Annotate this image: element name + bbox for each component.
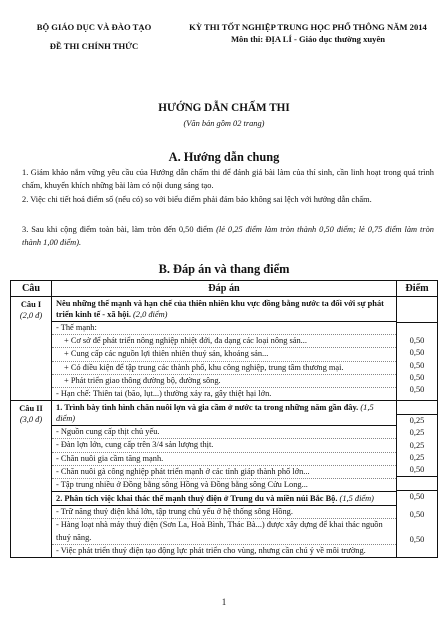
ministry-name: BỘ GIÁO DỤC VÀ ĐÀO TẠO [36, 22, 152, 32]
score-cell: 0,25 [409, 440, 425, 450]
question-1-row [11, 296, 437, 400]
question-2-part-2-points: (1,5 điểm) [339, 494, 374, 504]
exam-name: KỲ THI TỐT NGHIỆP TRUNG HỌC PHỔ THÔNG NĂM 2014 [189, 22, 427, 32]
question-2-row [11, 400, 437, 557]
list-item: + Cung cấp các nguồn lợi thiên nhiên thuỷ sản, khoáng sản... [52, 348, 396, 361]
score-cell: 0,50 [409, 336, 425, 346]
score-cell: 0,50 [409, 492, 425, 502]
question-2-scores [397, 401, 437, 557]
question-1-answers [52, 297, 397, 400]
exam-subject: Môn thi: ĐỊA LÍ - Giáo dục thường xuyên [230, 34, 386, 44]
section-a-heading: A. Hướng dẫn chung [168, 150, 280, 164]
col-answer-header: Đáp án [52, 281, 397, 296]
list-item: - Chăn nuôi gà công nghiệp phát triển mạnh ở các tỉnh giáp thành phố lớn... [52, 466, 396, 479]
question-2-answers [52, 401, 397, 557]
list-item: + Cơ sở để phát triển nông nghiệp nhiệt đới, đa dạng các loại nông sản... [52, 335, 396, 348]
score-spacer [397, 401, 437, 415]
question-2-part-1-points: (1,5 điểm) [56, 403, 374, 424]
score-cell: 0,50 [409, 372, 425, 382]
list-item: - Tập trung nhiều ở Đồng bằng sông Hồng và Đồng bằng sông Cửu Long... [52, 479, 396, 492]
col-question-header: Câu [11, 281, 52, 296]
guideline-3-rounding-note: (lẻ 0,25 điểm làm tròn thành 0,50 điểm; lẻ 0,75 điểm làm tròn thành 1,00 điểm). [22, 225, 434, 247]
col-score-header: Điểm [405, 283, 429, 294]
list-item: + Có điều kiện để tập trung các thành phố, khu công nghiệp, trung tâm thương mại. [52, 362, 396, 375]
score-spacer [397, 477, 437, 491]
page-number: 1 [221, 597, 227, 607]
question-2-part-2-heading [52, 492, 396, 506]
guideline-1: 1. Giám khảo nắm vững yêu cầu của Hướng dẫn chấm thi để đánh giá bài làm của thí sinh, cần linh hoạt trong quá trình chấm, khuyến khích những bài làm có nội dung sáng tạo. [22, 168, 434, 190]
score-cell: 0,50 [409, 510, 425, 520]
document-subtitle: (Văn bản gồm 02 trang) [183, 119, 265, 128]
question-1-scores [397, 297, 437, 400]
score-cell: 0,50 [409, 360, 425, 370]
list-item: - Thế mạnh: [52, 322, 396, 335]
guideline-2: 2. Việc chi tiết hoá điểm số (nếu có) so với biểu điểm phải đảm bảo không sai lệch với hướng dẫn chấm. [22, 195, 372, 204]
question-1-label [11, 297, 52, 400]
question-2-label [11, 401, 52, 557]
question-1-points: (2,0 đ) [19, 311, 43, 320]
list-item: - Nguồn cung cấp thịt chủ yếu. [52, 426, 396, 439]
score-cell: 0,25 [409, 416, 425, 426]
question-2-number: Câu II [19, 404, 43, 414]
score-cell: 0,50 [409, 348, 425, 358]
question-1-heading-points: (2,0 điểm) [133, 310, 168, 319]
score-cell: 0,50 [397, 464, 437, 477]
question-2-part-2-heading-text: 2. Phân tích việc khai thác thế mạnh thuỷ điện ở Trung du và miền núi Bắc Bộ. [56, 494, 338, 504]
answer-table [10, 280, 438, 558]
question-1-number: Câu I [20, 300, 42, 309]
list-item: - Đàn lợn lớn, cung cấp trên 3/4 sản lượng thịt. [52, 439, 396, 452]
question-1-heading-text: Nêu những thế mạnh và hạn chế của thiên nhiên khu vực đồng bằng nước ta đối với sự phát triển kinh tế - xã hội. [56, 299, 384, 319]
exam-block [176, 22, 440, 44]
list-item: - Chăn nuôi gia cầm tăng mạnh. [52, 453, 396, 466]
section-b-heading: B. Đáp án và thang điểm [158, 262, 290, 276]
question-1-heading [52, 297, 396, 322]
list-item: - Hàng loạt nhà máy thuỷ điện (Sơn La, Hoà Bình, Thác Bà...) được xây dựng để khai thác nguồn thuỷ năng. [52, 519, 396, 544]
score-spacer [397, 297, 437, 323]
guideline-3 [22, 224, 434, 249]
score-cell: 0,25 [409, 428, 425, 438]
guideline-3-text: 3. Sau khi cộng điểm toàn bài, làm tròn đến 0,50 điểm [22, 225, 217, 234]
list-item: - Việc phát triển thuỷ điện tạo động lực phát triển cho vùng, nhưng cần chú ý về môi trường. [56, 545, 366, 555]
question-2-part-1-heading [52, 401, 396, 426]
document-title: HƯỚNG DẪN CHẤM THI [158, 102, 290, 114]
score-cell: 0,25 [409, 452, 425, 462]
question-2-points: (3,0 đ) [19, 415, 43, 425]
list-item: - Trữ năng thuỷ điện khá lớn, tập trung chủ yếu ở hệ thống sông Hồng. [52, 506, 396, 519]
official-exam-label: ĐỀ THI CHÍNH THỨC [49, 41, 139, 51]
score-cell: 0,50 [409, 534, 425, 544]
question-2-part-1-heading-text: 1. Trình bày tình hình chăn nuôi lợn và gia cầm ở nước ta trong những năm gần đây. [56, 403, 359, 413]
list-item: - Hạn chế: Thiên tai (bão, lụt...) thường xảy ra, gây thiệt hại lớn. [56, 389, 272, 399]
table-header-row [11, 281, 437, 296]
score-cell [397, 323, 437, 335]
list-item: + Phát triển giao thông đường bộ, đường sông. [52, 375, 396, 388]
ministry-block [14, 22, 174, 51]
score-cell: 0,50 [409, 385, 425, 395]
